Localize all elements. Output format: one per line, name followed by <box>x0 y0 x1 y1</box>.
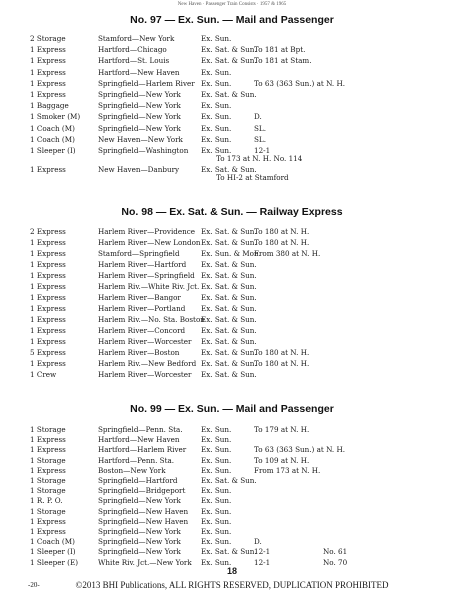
section-title: No. 99 — Ex. Sun. — Mail and Passenger <box>130 403 334 415</box>
note: To 63 (363 Sun.) at N. H. <box>254 445 346 455</box>
car-type: 1 Sleeper (I) <box>30 547 76 557</box>
section-title: No. 98 — Ex. Sat. & Sun. — Railway Express <box>121 206 343 218</box>
operating-days: Ex. Sun. <box>201 455 232 465</box>
route: Harlem River—Worcester <box>98 370 192 379</box>
note: To 180 at N. H. <box>254 227 310 236</box>
car-type: 2 Storage <box>30 34 66 43</box>
operating-days: Ex. Sun. <box>201 134 232 144</box>
operating-days: Ex. Sat. & Sun. <box>201 326 257 335</box>
consist-row <box>0 259 464 270</box>
car-type: 1 Express <box>30 56 66 66</box>
route: Hartford—Penn. Sta. <box>98 455 175 465</box>
route: White Riv. Jct.—New York <box>98 557 192 567</box>
route: Harlem River—Boston <box>98 348 180 357</box>
operating-days: Ex. Sun. <box>201 67 232 77</box>
route: Harlem River—Bangor <box>98 293 181 302</box>
operating-days: Ex. Sun. <box>201 557 232 567</box>
route: Springfield—New York <box>98 537 181 547</box>
route: Springfield—New Haven <box>98 506 189 516</box>
operating-days: Ex. Sun. <box>201 123 232 133</box>
operating-days: Ex. Sat. & Sun. <box>201 271 257 280</box>
operating-days: Ex. Sat. & Sun. <box>201 45 257 55</box>
operating-days: Ex. Sun. <box>201 112 232 122</box>
note: To 179 at N. H. <box>254 425 310 434</box>
car-type: 1 Crew <box>30 370 57 379</box>
consist-row <box>0 248 464 259</box>
note: SL. <box>254 134 266 144</box>
route: Hartford—Harlem River <box>98 445 187 455</box>
car-type: 1 Express <box>30 78 66 88</box>
operating-days: Ex. Sat. & Sun. <box>201 547 257 557</box>
consist-row <box>0 325 464 336</box>
car-type: 1 R. P. O. <box>30 496 63 506</box>
consist-row <box>0 67 464 78</box>
route: Springfield—New York <box>98 547 181 557</box>
operating-days: Ex. Sun. <box>201 78 232 88</box>
operating-days: Ex. Sat. & Sun. <box>201 282 257 291</box>
consist-row <box>0 292 464 303</box>
operating-days: Ex. Sat. & Sun. <box>201 293 257 302</box>
route: Springfield—Washington <box>98 146 189 155</box>
route: Hartford—New Haven <box>98 435 180 445</box>
car-type: 1 Express <box>30 435 66 445</box>
operating-days: Ex. Sat. & Sun. <box>201 370 257 379</box>
route: Springfield—Bridgeport <box>98 486 186 496</box>
note: 12-1 <box>254 557 271 567</box>
operating-days: Ex. Sat. & Sun. <box>201 359 257 368</box>
consist-row <box>0 270 464 281</box>
car-type: 1 Express <box>30 249 66 258</box>
note: To 180 at N. H. <box>254 238 310 247</box>
route: Harlem River—Providence <box>98 227 196 236</box>
operating-days: Ex. Sun. <box>201 496 232 506</box>
route: Stamford—New York <box>98 34 175 43</box>
route: Springfield—Hartford <box>98 476 178 485</box>
route: Harlem Riv.—New Bedford <box>98 359 197 368</box>
car-type: 1 Express <box>30 293 66 302</box>
note: From 173 at N. H. <box>254 465 321 475</box>
route: Springfield—Harlem River <box>98 78 195 88</box>
operating-days: Ex. Sun. <box>201 506 232 516</box>
operating-days: Ex. Sun. <box>201 445 232 455</box>
operating-days: Ex. Sat. & Sun. <box>201 90 257 99</box>
car-type: 1 Coach (M) <box>30 134 75 144</box>
consist-row <box>0 134 464 145</box>
left-page-number: -20- <box>28 581 40 589</box>
consist-row <box>0 358 464 369</box>
consist-row <box>0 314 464 325</box>
consist-row <box>0 303 464 314</box>
consist-row <box>0 78 464 89</box>
note: To 180 at N. H. <box>254 359 310 368</box>
route: Harlem River—Portland <box>98 304 186 313</box>
car-type: 1 Storage <box>30 455 66 465</box>
note: From 380 at N. H. <box>254 249 321 258</box>
note: To 181 at Bpt. <box>254 45 306 55</box>
car-type: 1 Express <box>30 67 66 77</box>
operating-days: Ex. Sun. <box>201 146 232 155</box>
car-type: 1 Storage <box>30 486 66 496</box>
car-type: 1 Baggage <box>30 101 69 111</box>
route: Hartford—New Haven <box>98 67 180 77</box>
car-type: 1 Storage <box>30 476 66 485</box>
note: To 109 at N. H. <box>254 455 310 465</box>
car-type: 1 Express <box>30 282 66 291</box>
operating-days: Ex. Sun. <box>201 425 232 434</box>
route: Harlem River—Hartford <box>98 260 187 269</box>
operating-days: Ex. Sun. <box>201 527 232 536</box>
note: 12-1 <box>254 146 271 155</box>
route: Harlem River—Springfield <box>98 271 195 280</box>
consist-row <box>0 347 464 358</box>
operating-days: Ex. Sun. <box>201 486 232 496</box>
car-type: 1 Express <box>30 90 66 99</box>
route: Springfield—Penn. Sta. <box>98 425 183 434</box>
route: Harlem Riv.—White Riv. Jct. <box>98 282 200 291</box>
consist-row <box>0 100 464 111</box>
consist-row <box>0 226 464 237</box>
operating-days: Ex. Sat. & Sun. <box>201 260 257 269</box>
car-type: 5 Express <box>30 348 66 357</box>
operating-days: Ex. Sat. & Sun. <box>201 238 257 247</box>
transfer-note: To 173 at N. H. No. 114 <box>216 154 303 163</box>
note: SL. <box>254 123 266 133</box>
route: Springfield—New York <box>98 527 181 536</box>
operating-days: Ex. Sat. & Sun. <box>201 337 257 346</box>
car-type: 1 Express <box>30 326 66 335</box>
operating-days: Ex. Sat. & Sun. <box>201 304 257 313</box>
consist-row <box>0 89 464 100</box>
consist-row <box>0 237 464 248</box>
note: D. <box>254 112 262 122</box>
route: Springfield—New York <box>98 496 181 506</box>
route: Harlem River—New London <box>98 238 201 247</box>
car-type: 1 Express <box>30 45 66 55</box>
route: Springfield—New Haven <box>98 516 189 526</box>
note: To 181 at Stam. <box>254 56 312 66</box>
car-type: 1 Coach (M) <box>30 123 75 133</box>
route: Boston—New York <box>98 465 166 475</box>
operating-days: Ex. Sun. <box>201 101 232 111</box>
route: Harlem River—Concord <box>98 326 186 335</box>
copyright-footer: ©2013 BHI Publications, ALL RIGHTS RESERVED, DUPLICATION PROHIBITED <box>75 580 389 590</box>
consist-row <box>0 164 464 183</box>
route: Springfield—New York <box>98 90 181 99</box>
operating-days: Ex. Sat. & Sun. <box>201 476 257 485</box>
note: To 180 at N. H. <box>254 348 310 357</box>
route: New Haven—Danbury <box>98 165 180 175</box>
car-type: 1 Express <box>30 315 66 324</box>
route: Springfield—New York <box>98 101 181 111</box>
route: Stamford—Springfield <box>98 249 180 258</box>
train-connection: No. 70 <box>323 557 348 567</box>
car-type: 1 Sleeper (E) <box>30 557 79 567</box>
note: D. <box>254 537 262 547</box>
operating-days: Ex. Sun. <box>201 465 232 475</box>
transfer-note: To HI-2 at Stamford <box>216 173 289 183</box>
note: 12-1 <box>254 547 271 557</box>
route: Springfield—New York <box>98 112 181 122</box>
route: Hartford—Chicago <box>98 45 167 55</box>
operating-days: Ex. Sun. <box>201 537 232 547</box>
operating-days: Ex. Sat. & Sun. <box>201 348 257 357</box>
running-header: New Haven · Passenger Train Consists · 1957 & 1965 <box>177 2 287 7</box>
operating-days: Ex. Sat. & Sun. <box>201 227 257 236</box>
car-type: 1 Smoker (M) <box>30 112 81 122</box>
car-type: 1 Express <box>30 445 66 455</box>
car-type: 2 Express <box>30 227 66 236</box>
section-title: No. 97 — Ex. Sun. — Mail and Passenger <box>130 14 334 26</box>
car-type: 1 Express <box>30 238 66 247</box>
car-type: 1 Storage <box>30 425 66 434</box>
operating-days: Ex. Sat. & Sun. <box>201 165 257 175</box>
consist-row <box>0 55 464 66</box>
consist-row <box>0 145 464 163</box>
car-type: 1 Storage <box>30 506 66 516</box>
car-type: 1 Express <box>30 337 66 346</box>
consist-row <box>0 336 464 347</box>
car-type: 1 Express <box>30 465 66 475</box>
train-connection: No. 61 <box>323 547 348 557</box>
car-type: 1 Express <box>30 165 66 175</box>
route: Harlem River—Worcester <box>98 337 192 346</box>
consist-row <box>0 111 464 122</box>
note: To 63 (363 Sun.) at N. H. <box>254 78 346 88</box>
operating-days: Ex. Sat. & Sun. <box>201 56 257 66</box>
operating-days: Ex. Sun. <box>201 435 232 445</box>
operating-days: Ex. Sun. <box>201 34 232 43</box>
consist-row <box>0 123 464 134</box>
car-type: 1 Express <box>30 260 66 269</box>
car-type: 1 Express <box>30 516 66 526</box>
route: Harlem Riv.—No. Sta. Boston <box>98 315 205 324</box>
consist-row <box>0 369 464 380</box>
car-type: 1 Coach (M) <box>30 537 75 547</box>
car-type: 1 Express <box>30 271 66 280</box>
consist-row <box>0 44 464 55</box>
consist-row <box>0 281 464 292</box>
operating-days: Ex. Sat. & Sun. <box>201 315 257 324</box>
car-type: 1 Sleeper (I) <box>30 146 76 155</box>
operating-days: Ex. Sun. <box>201 516 232 526</box>
route: New Haven—New York <box>98 134 183 144</box>
route: Springfield—New York <box>98 123 181 133</box>
car-type: 1 Express <box>30 304 66 313</box>
route: Hartford—St. Louis <box>98 56 170 66</box>
car-type: 1 Express <box>30 527 66 536</box>
operating-days: Ex. Sun. & Mon. <box>201 249 261 258</box>
consist-row <box>0 33 464 44</box>
page-number: 18 <box>226 566 237 576</box>
car-type: 1 Express <box>30 359 66 368</box>
